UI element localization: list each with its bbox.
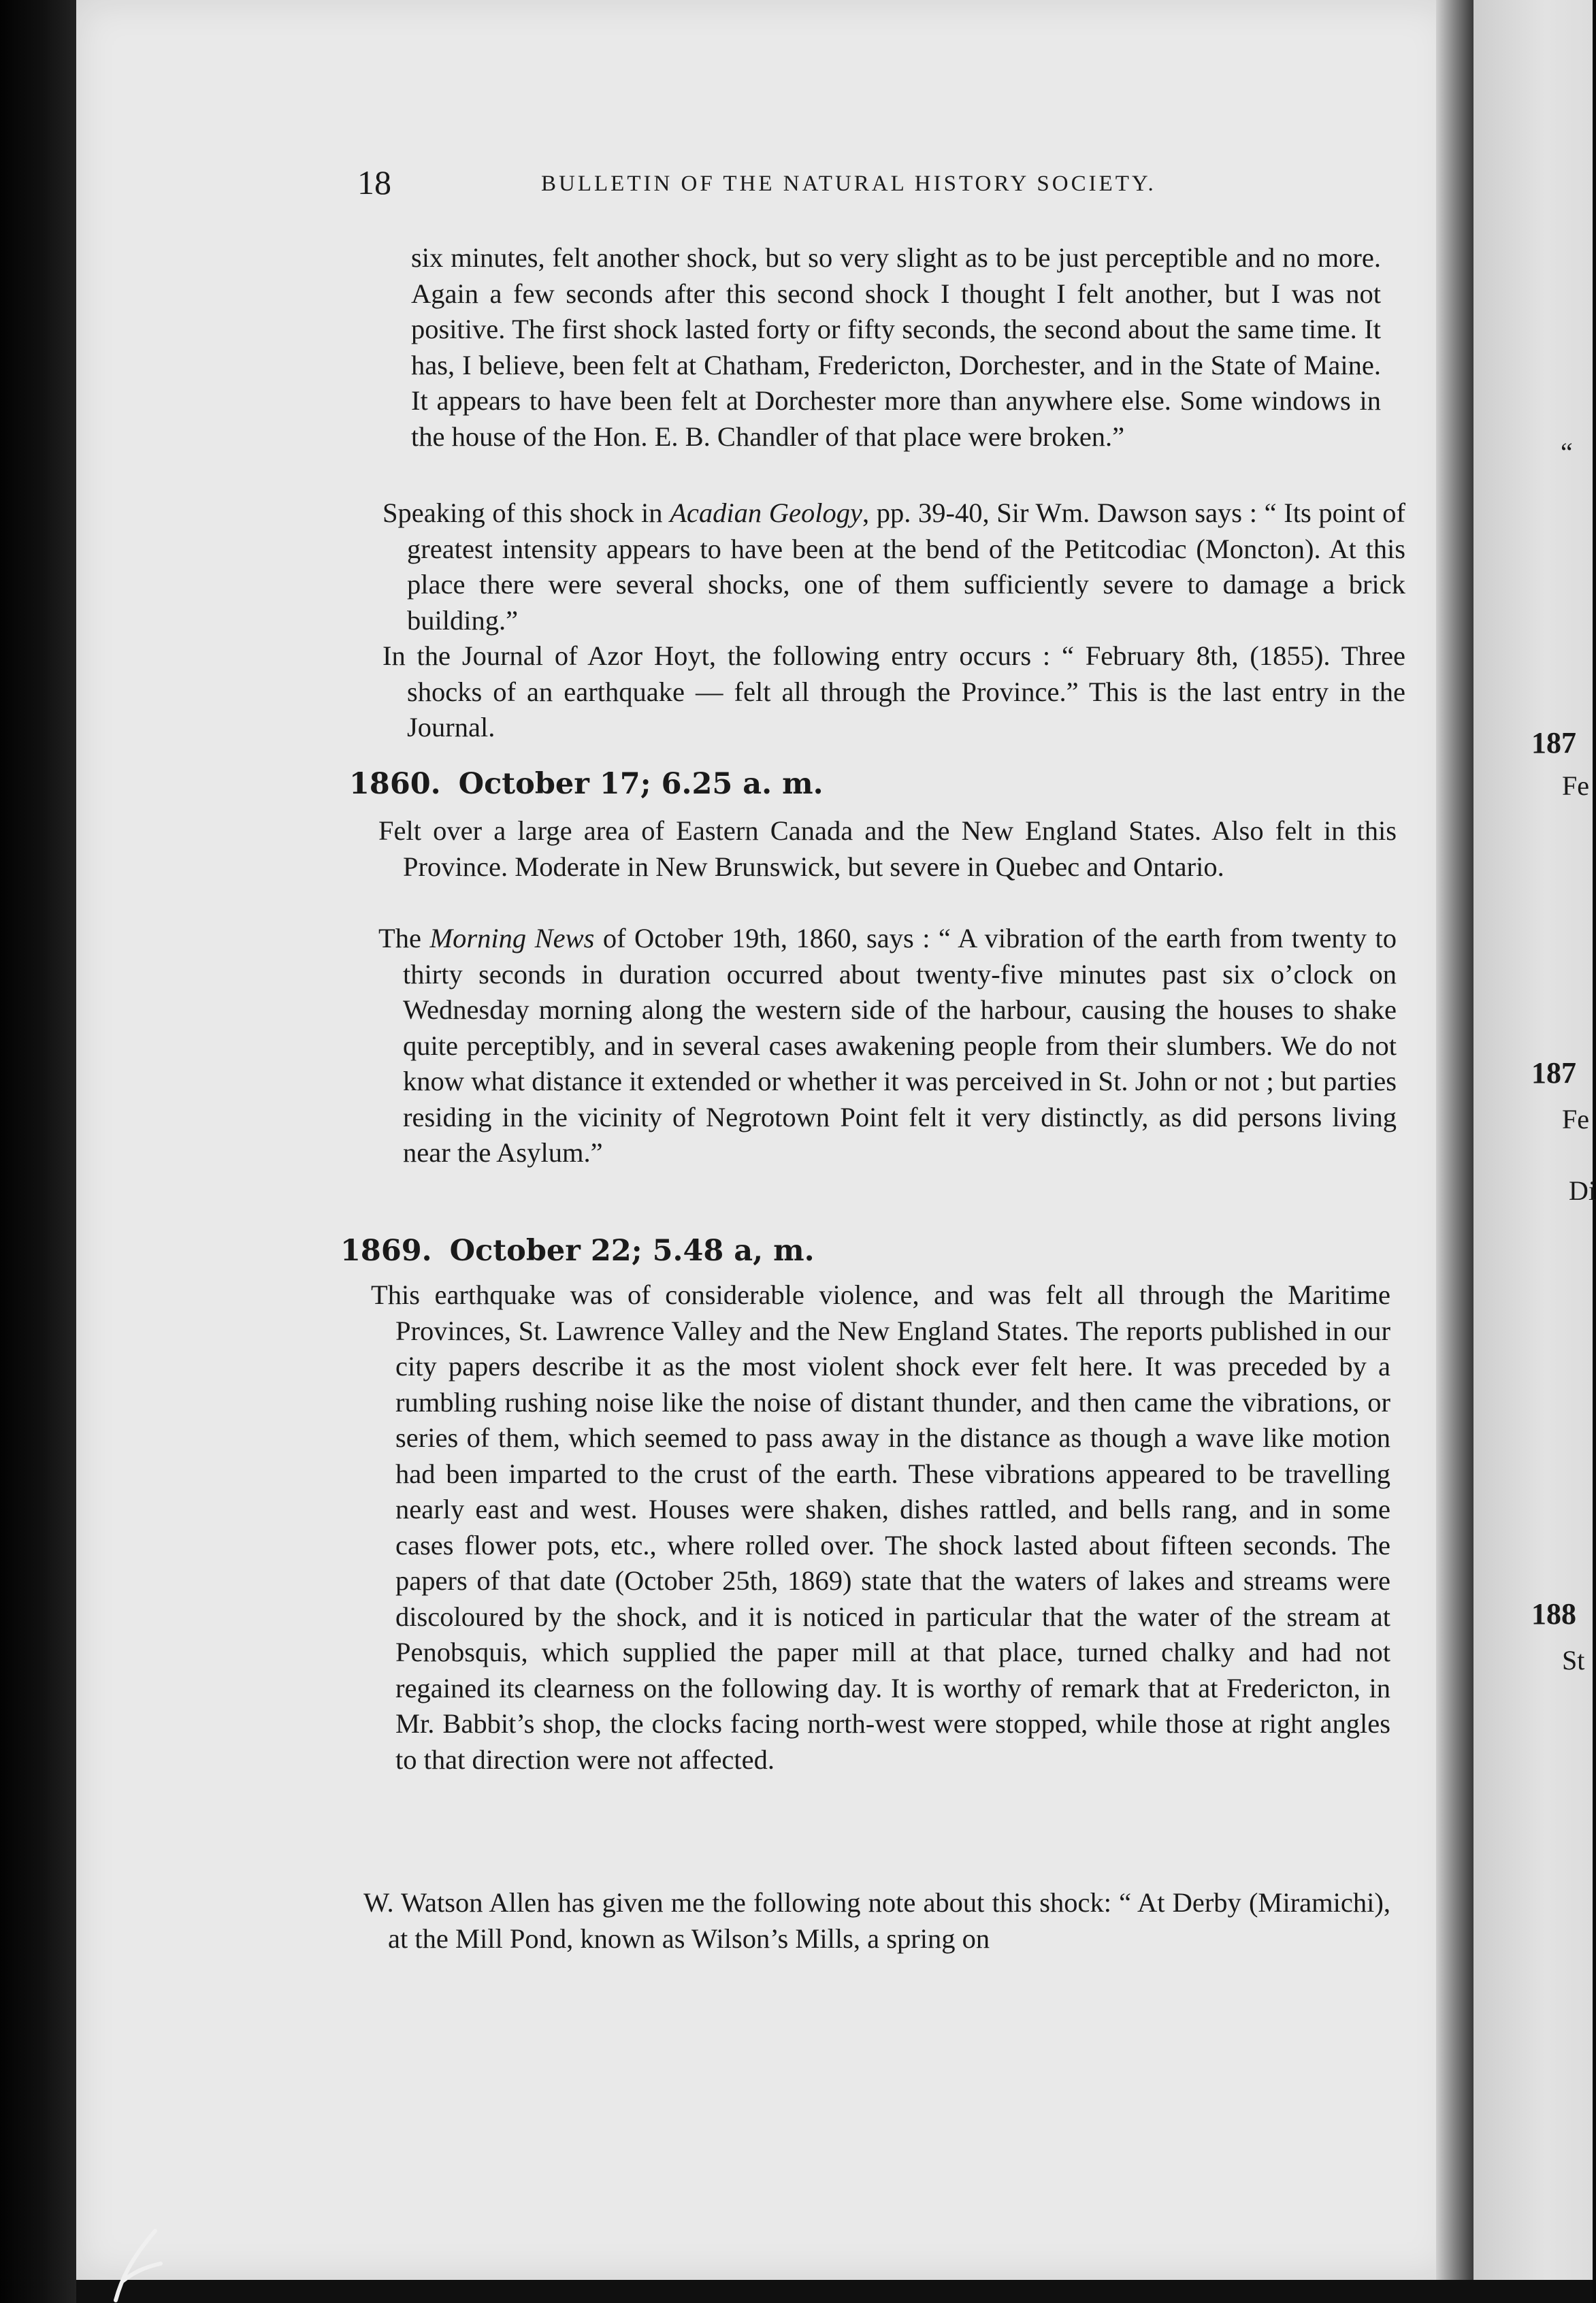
section-heading-1860 <box>349 764 824 804</box>
book-title: Acadian Geology <box>670 497 862 528</box>
scan-bottom-margin <box>76 2280 1593 2303</box>
section-heading-1869 <box>340 1230 815 1271</box>
fragment-word: Fe <box>1562 1104 1589 1134</box>
paragraph-1869-description <box>371 1277 1390 1778</box>
text-run: of October 19th, 1860, says : “ A vibration of the earth from twenty to thirty seconds in duration occurred about twenty-five minutes past six o’clock on Wednesday morning along the western side of the harbour, causing the houses to shake quite perceptibly, and in several cases awakening people from their slumbers. We do not know what distance it extended or whether it was perceived in St. John or not ; but parties residing in the vicinity of Negrotown Point felt it very distinctly, as did persons living near the Asylum.” <box>403 923 1397 1168</box>
pen-mark <box>95 2219 177 2303</box>
paragraph-acadian-geology <box>382 495 1405 638</box>
fragment-word: Fe <box>1562 770 1589 801</box>
fragment-year: 188 <box>1531 1597 1576 1631</box>
paragraph-1860-morning-news <box>378 921 1397 1171</box>
fragment-year: 187 <box>1531 726 1576 760</box>
paragraph-text: This earthquake was of considerable violence, and was felt all through the Maritime Provinces, St. Lawrence Valley and the New England States. The reports published in our city papers describe it as the most violent shock ever felt here. It was preceded by a rumbling rushing noise like the noise of distant thunder, and then came the vibrations, or series of them, which seemed to pass away in the distance as though a wave like motion had been imparted to the crust of the earth. These vibrations appeared to be travelling nearly east and west. Houses were shaken, dishes rattled, and bells rang, and in some cases flower pots, etc., where rolled over. The shock lasted about fifteen seconds. The papers of that date (October 25th, 1869) state that the waters of lakes and streams were discoloured by the shock, and it is noticed in particular that the water of the stream at Penobsquis, which supplied the paper mill at that place, turned chalky and had not regained its clearness on the following day. It is worthy of remark that at Fredericton, in Mr. Babbit’s shop, the clocks facing north-west were stopped, while those at right angles to that direction were not affected. <box>371 1279 1390 1775</box>
running-head: BULLETIN OF THE NATURAL HISTORY SOCIETY. <box>541 172 1156 196</box>
text-run: , pp. 39-40, Sir Wm. Dawson says : “ Its point of greatest intensity appears to have been at the bend of the Petitcodiac (Moncton). At this place there were several shocks, one of them sufficiently severe to damage a brick building.” <box>407 497 1405 636</box>
paragraph-azor-hoyt-journal <box>382 638 1405 746</box>
fragment-quote: “ <box>1561 437 1573 468</box>
fragment-word: St <box>1562 1645 1585 1676</box>
text-run: The <box>378 923 430 953</box>
adjacent-page-edge <box>1473 0 1596 2280</box>
scan-left-margin <box>0 0 76 2303</box>
fragment-word: Di <box>1569 1175 1596 1206</box>
section-year: 1869. <box>340 1234 432 1268</box>
paragraph-shock-account-continued <box>411 240 1381 455</box>
page-number: 18 <box>357 163 391 201</box>
book-gutter-shadow <box>1436 0 1473 2303</box>
fragment-year: 187 <box>1531 1056 1576 1090</box>
paragraph-1860-felt-over <box>378 813 1397 885</box>
section-year: 1860. <box>349 767 441 801</box>
paragraph-text: six minutes, felt another shock, but so very slight as to be just perceptible and no more. Again a few seconds after this second shock I thought I felt another, but I was not positive. The first shock lasted forty or fifty seconds, the second about the same time. It has, I believe, been felt at Chatham, Fredericton, Dorchester, and in the State of Maine. It appears to have been felt at Dorchester more than anywhere else. Some windows in the house of the Hon. E. B. Chandler of that place were broken.” <box>411 242 1381 452</box>
newspaper-title: Morning News <box>429 923 595 953</box>
text-run: Speaking of this shock in <box>382 497 670 528</box>
section-date: October 22; 5.48 a, m. <box>449 1234 815 1268</box>
section-date: October 17; 6.25 a. m. <box>458 767 824 801</box>
paragraph-text: Felt over a large area of Eastern Canada and the New England States. Also felt in this Province. Moderate in New Brunswick, but severe in Quebec and Ontario. <box>378 815 1397 882</box>
page-header <box>357 162 1392 203</box>
paragraph-text: W. Watson Allen has given me the following note about this shock: “ At Derby (Miramichi), at the Mill Pond, known as Wilson’s Mills, a spring on <box>363 1887 1390 1954</box>
paragraph-1869-watson-allen <box>363 1885 1390 1957</box>
paragraph-text: In the Journal of Azor Hoyt, the following entry occurs : “ February 8th, (1855). Three shocks of an earthquake — felt all through the Province.” This is the last entry in the Journal. <box>382 640 1405 742</box>
